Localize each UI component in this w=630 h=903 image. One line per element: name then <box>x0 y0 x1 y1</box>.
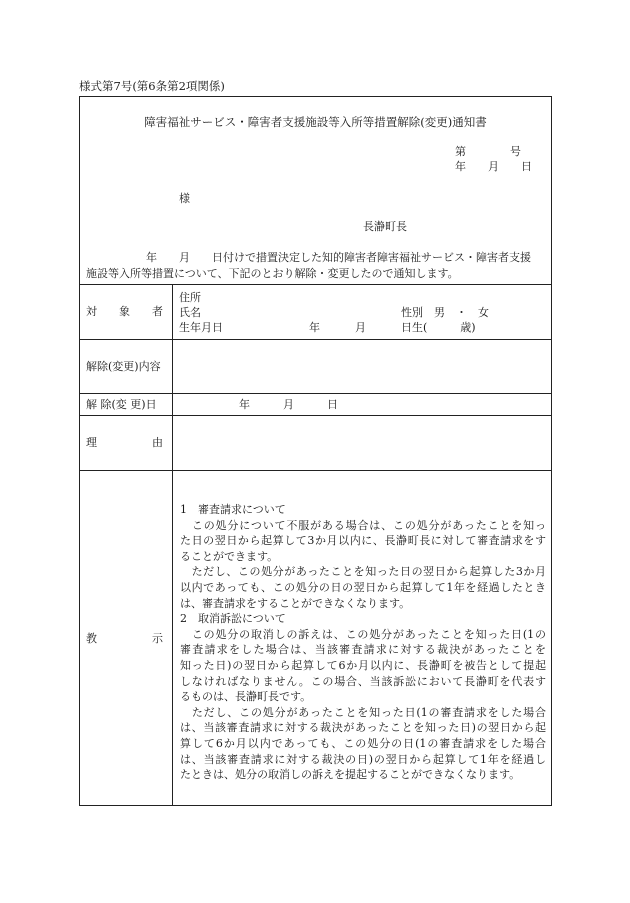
document-number: 第 号 <box>455 145 521 158</box>
notice-line: るものは、長瀞町長です。 <box>180 690 312 704</box>
intro-text-line-1: 年 月 日付けで措置決定した知的障害者障害福祉サービス・障害者支援 <box>146 251 531 264</box>
intro-text-line-2: 施設等入所等措置について、下記のとおり解除・変更したので通知します。 <box>86 267 459 280</box>
name-label: 氏名 <box>179 306 201 319</box>
notice-line: は、当該審査請求に対する裁決があったことを知った日)の翌日から起 <box>180 721 546 735</box>
notice-line: 審査請求をした場合は、当該審査請求に対する裁決があったことを <box>180 643 546 657</box>
cancel-date-label: 解 除(変 更)日 <box>86 398 157 411</box>
notice-line: たときは、処分の取消しの訴えを提起することができなくなります。 <box>180 768 521 782</box>
notice-line: 以内であっても、この処分の日の翌日から起算して1年を経過したとき <box>180 580 546 594</box>
issue-date: 年 月 日 <box>455 160 532 173</box>
row-divider <box>80 284 551 285</box>
notice-form <box>79 96 552 806</box>
notice-heading-lawsuit: 2 取消訴訟について <box>180 612 286 626</box>
row-divider <box>80 339 551 340</box>
notice-line: しなければなりません。この場合、当該訴訟において長瀞町を代表す <box>180 674 546 688</box>
issuer-name: 長瀞町長 <box>363 220 407 233</box>
document-title: 障害福祉サービス・障害者支援施設等入所等措置解除(変更)通知書 <box>144 115 487 129</box>
notice-line: は、当該審査請求に対する裁決の日)の翌日から起算して1年を経過し <box>180 752 546 766</box>
notice-line: この処分について不服がある場合は、この処分があったことを知っ <box>180 518 546 532</box>
notice-line: この処分の取消しの訴えは、この処分があったことを知った日(1の <box>180 627 546 641</box>
birth-year-unit: 年 <box>309 321 320 334</box>
birth-date-label: 生年月日 <box>179 321 223 334</box>
birth-month-unit: 月 <box>355 321 366 334</box>
notice-label: 教 示 <box>86 632 163 645</box>
recipient-honorific: 様 <box>179 192 190 205</box>
row-divider <box>80 415 551 416</box>
label-column-divider <box>172 284 173 805</box>
notice-line: ただし、この処分があったことを知った日(1の審査請求をした場合 <box>180 705 546 719</box>
notice-line: 知った日)の翌日から起算して6か月以内に、長瀞町を被告として提起 <box>180 658 546 672</box>
notice-line: ることができます。 <box>180 549 279 563</box>
notice-line: た日の翌日から起算して3か月以内に、長瀞町長に対して審査請求をす <box>180 534 546 548</box>
address-label: 住所 <box>179 291 201 304</box>
subject-label: 対 象 者 <box>86 305 163 318</box>
row-divider <box>80 393 551 394</box>
form-number-caption: 様式第7号(第6条第2項関係) <box>79 79 225 93</box>
row-divider <box>80 470 551 471</box>
sex-field: 性別 男 ・ 女 <box>401 306 489 319</box>
appeal-instructions <box>180 502 546 783</box>
cancel-content-label: 解除(変更)内容 <box>86 360 161 373</box>
notice-line: 算して6か月以内であっても、この処分の日(1の審査請求をした場合 <box>180 736 546 750</box>
notice-heading-review: 1 審査請求について <box>180 503 286 516</box>
notice-line: は、審査請求をすることができなくなります。 <box>180 596 411 610</box>
cancel-date-value: 年 月 日 <box>239 398 338 411</box>
birth-day-age: 日生( 歳) <box>401 321 476 334</box>
reason-label: 理 由 <box>86 436 163 449</box>
notice-line: ただし、この処分があったことを知った日の翌日から起算した3か月 <box>180 565 546 579</box>
